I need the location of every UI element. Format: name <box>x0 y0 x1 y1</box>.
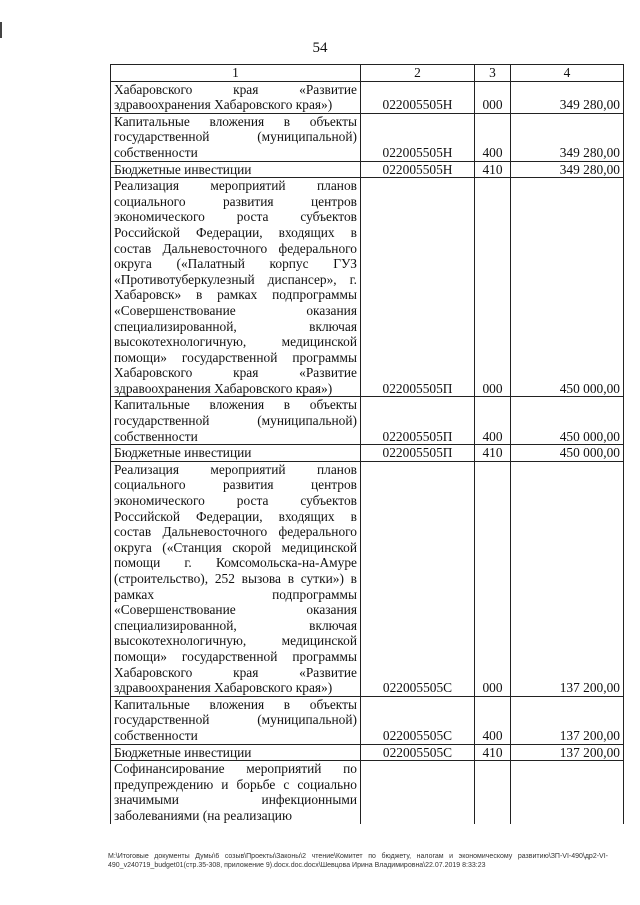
table-row <box>111 81 624 113</box>
table-row <box>111 761 624 824</box>
row-sum: 349 280,00 <box>511 161 624 178</box>
row-name: Софинансирование мероприятий по предупреждению и борьбе с социально значимыми инфекционными заболеваниями (на реализацию <box>111 761 361 824</box>
row-sum: 137 200,00 <box>511 461 624 696</box>
row-sum: 349 280,00 <box>511 113 624 161</box>
row-expense-type: 400 <box>475 397 511 445</box>
row-sum: 137 200,00 <box>511 696 624 744</box>
table-row <box>111 178 624 397</box>
table-row <box>111 461 624 696</box>
row-name: Реализация мероприятий планов социального развития центров экономического роста субъектов Российской Федерации, входящих в состав Дальневосточного федерального округа («Палатный корпус ГУЗ «Противотуберкулезный диспансер», г. Хабаровск» в рамках подпрограммы «Совершенствование оказания специализированной, включая высокотехнологичную, медицинской помощи» государственной программы Хабаровского края «Развитие здравоохранения Хабаровского края») <box>111 178 361 397</box>
column-header: 2 <box>361 65 475 82</box>
row-name: Капитальные вложения в объекты государственной (муниципальной) собственности <box>111 696 361 744</box>
row-sum: 450 000,00 <box>511 178 624 397</box>
row-name: Бюджетные инвестиции <box>111 161 361 178</box>
row-name: Капитальные вложения в объекты государственной (муниципальной) собственности <box>111 397 361 445</box>
row-expense-type <box>475 761 511 824</box>
margin-mark <box>0 22 2 38</box>
row-code: 022005505П <box>361 178 475 397</box>
row-sum: 137 200,00 <box>511 744 624 761</box>
row-name: Бюджетные инвестиции <box>111 744 361 761</box>
row-expense-type: 000 <box>475 461 511 696</box>
row-name: Хабаровского края «Развитие здравоохранения Хабаровского края») <box>111 81 361 113</box>
table-row <box>111 397 624 445</box>
row-expense-type: 400 <box>475 113 511 161</box>
row-expense-type: 410 <box>475 161 511 178</box>
row-name: Капитальные вложения в объекты государственной (муниципальной) собственности <box>111 113 361 161</box>
column-header: 1 <box>111 65 361 82</box>
row-expense-type: 410 <box>475 445 511 462</box>
row-code: 022005505Н <box>361 81 475 113</box>
table-row <box>111 161 624 178</box>
table-row <box>111 113 624 161</box>
row-code: 022005505С <box>361 461 475 696</box>
table-row <box>111 696 624 744</box>
row-code: 022005505Н <box>361 161 475 178</box>
column-header: 3 <box>475 65 511 82</box>
row-expense-type: 000 <box>475 178 511 397</box>
row-code: 022005505С <box>361 744 475 761</box>
row-sum: 349 280,00 <box>511 81 624 113</box>
row-sum: 450 000,00 <box>511 397 624 445</box>
row-expense-type: 400 <box>475 696 511 744</box>
row-sum: 450 000,00 <box>511 445 624 462</box>
table-row <box>111 445 624 462</box>
column-header: 4 <box>511 65 624 82</box>
table-row <box>111 744 624 761</box>
row-code: 022005505П <box>361 397 475 445</box>
row-code <box>361 761 475 824</box>
row-code: 022005505П <box>361 445 475 462</box>
row-name: Бюджетные инвестиции <box>111 445 361 462</box>
row-code: 022005505Н <box>361 113 475 161</box>
row-name: Реализация мероприятий планов социального развития центров экономического роста субъектов Российской Федерации, входящих в состав Дальневосточного федерального округа («Станция скорой медицинской помощи г. Комсомольска-на-Амуре (строительство), 252 вызова в сутки») в рамках подпрограммы «Совершенствование оказания специализированной, включая высокотехнологичную, медицинской помощи» государственной программы Хабаровского края «Развитие здравоохранения Хабаровского края») <box>111 461 361 696</box>
row-expense-type: 410 <box>475 744 511 761</box>
budget-table <box>110 64 624 824</box>
table-header-row <box>111 65 624 82</box>
file-path-footer: M:\Итоговые документы Думы\6 созыв\Проекты\Законы\2 чтение\Комитет по бюджету, налогам и экономическому развитию\ЗП-VI-490\др2-VI-490_v240719_budget01(стр.35-308, приложение 9).docx.doc.docx\Шевцова Ирина Владимировна\22.07.2019 8:33:23 <box>108 853 608 869</box>
row-sum <box>511 761 624 824</box>
page-number: 54 <box>312 40 328 56</box>
row-code: 022005505С <box>361 696 475 744</box>
row-expense-type: 000 <box>475 81 511 113</box>
